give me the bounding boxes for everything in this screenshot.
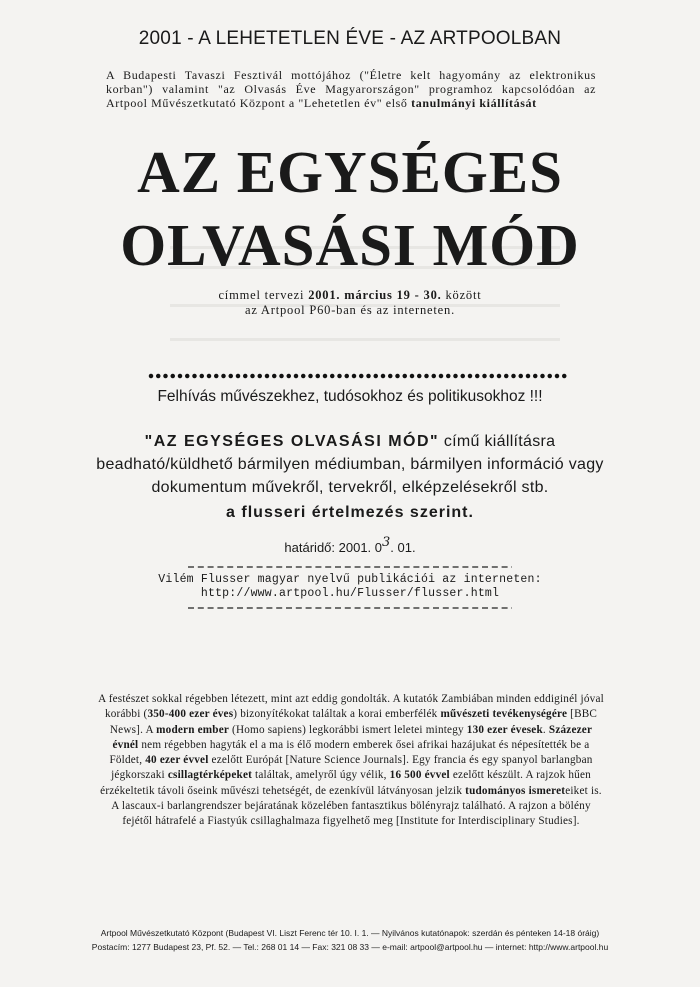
exhibition-venue: az Artpool P60-ban és az interneten. (245, 303, 455, 317)
news-highlight: művészeti tevékenységére (440, 708, 568, 721)
news-text: ezelőtt Európát [Nature Science Journals]. Egy francia és egy spanyol barlangban jégkorszaki (111, 754, 593, 782)
news-text: (Homo sapiens) legkorábbi ismert leletei mintegy (229, 723, 467, 736)
deadline-rest: . 01. (390, 540, 416, 555)
bleed-through-line (170, 338, 560, 341)
news-highlight: 130 ezer évesek (466, 723, 543, 736)
exhibition-dates (0, 288, 700, 318)
main-title-line-1: AZ EGYSÉGES (137, 139, 563, 205)
deadline (0, 535, 700, 556)
news-highlight: modern ember (156, 723, 230, 736)
main-title (0, 136, 700, 282)
dashed-divider (188, 607, 512, 609)
flusser-text: Vilém Flusser magyar nyelvű publikációi az interneten: (158, 573, 542, 586)
call-line-4: a flusseri értelmezés szerint. (226, 504, 474, 521)
news-text: [BBC News]. A (109, 708, 598, 736)
news-highlight: 40 ezer évvel (145, 754, 209, 767)
call-line-1: című kiállításra (439, 433, 556, 450)
news-text: eiket is. A lascaux-i barlangrendszer bejáratának közelében fantasztikus bölényrajz található. A rajzon a bölény fejétől hátrafelé a Fiastyúk csillaghalmaza figyelhető meg [Institute for Interdisciplinary Studies]. (111, 784, 602, 828)
footer-line-2: Postacím: 1277 Budapest 23, Pf. 52. — Tel.: 268 01 14 — Fax: 321 08 33 — e-mail: artpool@artpool.hu — internet: http://www.artpool.hu (91, 942, 609, 952)
call-line-3: dokumentum művekről, tervekről, elképzelésekről stb. (151, 479, 549, 496)
deadline-handwritten-correction: 3 (382, 535, 391, 550)
flusser-publications (0, 573, 700, 601)
subtitle-pre: címmel tervezi (218, 288, 309, 302)
news-text: A festészet sokkal régebben létezett, mint azt eddig gondolták. A kutatók Zambiában minden eddiginél jóval korábbi ( (98, 693, 604, 721)
exhibition-date: 2001. március 19 - 30. (308, 288, 442, 302)
news-highlight: csillagtérképeket (167, 769, 253, 782)
intro-text: A Budapesti Tavaszi Fesztivál mottójához ("Életre kelt hagyomány az elektronikus korban") valamint "az Olvasás Éve Magyarországon" programhoz kapcsolódóan az Artpool Művészetkutató Központ a "Lehetetlen év" első (106, 68, 596, 110)
appeal-text: Felhívás művészekhez, tudósokhoz és politikusokhoz !!! (157, 388, 543, 405)
news-text: találtak, amelyről úgy vélik, (252, 769, 390, 782)
news-text: ezelőtt készült. A rajzok hűen érzékeltetik távoli őseink művészi tehetségét, de ezenkívül látványosan jelzik (100, 769, 591, 797)
dashed-divider (188, 566, 512, 568)
subtitle-post: között (441, 288, 482, 302)
flusser-url[interactable]: http://www.artpool.hu/Flusser/flusser.html (200, 587, 500, 600)
intro-bold-text: tanulmányi kiállítását (411, 96, 537, 110)
news-highlight: 16 500 évvel (389, 769, 450, 782)
call-title: "AZ EGYSÉGES OLVASÁSI MÓD" (144, 433, 440, 450)
header-title: 2001 - A LEHETETLEN ÉVE - AZ ARTPOOLBAN (138, 28, 562, 49)
call-for-entries (0, 430, 700, 524)
news-text: nem régebben hagyták el a ma is élő modern emberek ősei afrikai hazájukat és népesítették be a Földet, (109, 738, 590, 767)
news-highlight: tudományos ismeret (465, 784, 566, 797)
news-highlight: 350-400 ezer éves (147, 708, 234, 721)
main-title-line-2: OLVASÁSI MÓD (120, 212, 580, 278)
news-text: . (542, 723, 549, 736)
deadline-label: határidő: 2001. 0 (284, 540, 382, 555)
footer-line-1: Artpool Művészetkutató Központ (Budapest VI. Liszt Ferenc tér 10. I. 1. — Nyilvános kutatónapok: szerdán és pénteken 14-18 óráig) (100, 928, 600, 938)
news-text: ) bizonyítékokat találtak a korai emberfélék (233, 708, 441, 721)
dotted-divider (148, 372, 570, 380)
intro-paragraph (106, 68, 596, 110)
call-line-2: beadható/küldhető bármilyen médiumban, bármilyen információ vagy (96, 456, 604, 473)
footer-contact (0, 926, 700, 954)
news-paragraph (96, 692, 606, 830)
news-highlight: Százezer évnél (112, 723, 593, 751)
